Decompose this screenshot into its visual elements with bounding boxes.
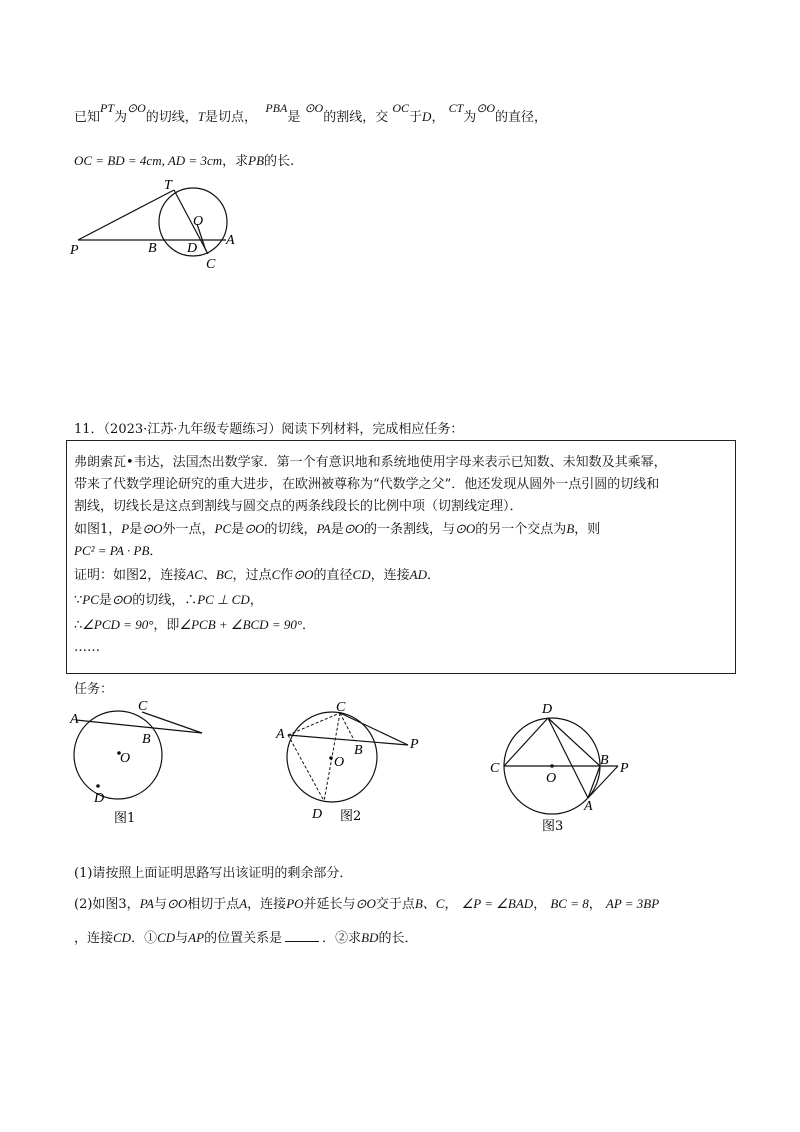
box-para3: 割线，切线长是这点到割线与圆交点的两条线段长的比例中项（切割线定理）． (74, 499, 523, 514)
box-proof-line1: 证明：如图2，连接AC、BC，过点C作⊙O的直径CD，连接AD． (74, 567, 440, 583)
fig1-label-a: A (70, 712, 79, 727)
given-equation: OC = BD = 4cm, AD = 3cm (74, 153, 223, 168)
fig3-label-c: C (490, 761, 500, 776)
math-pt: PT (100, 101, 115, 115)
problem11-header: 11．（2023·江苏·九年级专题练习）阅读下列材料，完成相应任务： (74, 422, 464, 437)
problem10-figure (60, 172, 260, 272)
fig3-ap-tangent (588, 766, 618, 798)
fig2-center-dot (329, 756, 333, 760)
fig3-label-b: B (600, 753, 609, 768)
fig3-label-a: A (584, 799, 593, 814)
answer-blank[interactable] (285, 941, 319, 942)
task-label: 任务： (74, 682, 114, 697)
label-t: T (164, 178, 172, 193)
fig1-label-o: O (120, 751, 131, 766)
theorem-equation: PC² = PA · PB (74, 543, 150, 558)
fig3-center-dot (550, 764, 554, 768)
box-para5: PC² = PA · PB． (74, 543, 163, 559)
fig3-ab (588, 766, 600, 798)
fig3-label-o: O (546, 771, 557, 786)
fig1-label-d: D (94, 791, 105, 806)
fig2-caption: 图2 (340, 809, 362, 824)
fig3-db (548, 718, 600, 766)
fig1-caption: 图1 (114, 811, 136, 826)
problem-number: 11． (74, 422, 104, 437)
box-proof-line2: ∵PC是⊙O的切线，∴PC ⊥ CD， (74, 592, 263, 608)
box-para2: 带来了代数学理论研究的重大进步，在欧洲被尊称为“代数学之父”．他还发现从圆外一点引圆的切线和 (74, 477, 660, 492)
question-2-line1: (2)如图3，PA与⊙O相切于点A，连接PO并延长与⊙O交于点B、C， ∠P = ∠BAD， BC = 8， AP = 3BP (74, 896, 660, 912)
fig2-label-d: D (312, 807, 323, 822)
problem10-line2: OC = BD = 4cm, AD = 3cm，求PB的长. (74, 153, 295, 169)
fig3-label-d: D (542, 702, 553, 717)
label-a: A (226, 233, 235, 248)
problem-source: （2023·江苏·九年级专题练习） (103, 422, 282, 437)
label-o: O (193, 214, 204, 229)
figure-3 (484, 696, 644, 836)
label-d: D (187, 241, 198, 256)
box-para4: 如图1，P是⊙O外一点，PC是⊙O的切线，PA是⊙O的一条割线，与⊙O的另一个交点为B，则 (74, 521, 601, 537)
box-proof-line3: ∴∠PCD = 90°，即∠PCB + ∠BCD = 90°． (74, 617, 316, 633)
label-c: C (206, 257, 216, 272)
question-2-line2: ，连接CD．①CD与AP的位置关系是 ．②求BD的长． (74, 930, 418, 946)
label-b: B (148, 241, 157, 256)
fig1-label-c: C (138, 699, 148, 714)
fig3-label-p: P (620, 761, 629, 776)
fig1-label-b: B (142, 732, 151, 747)
question-1: (1)请按照上面证明思路写出该证明的剩余部分． (74, 866, 353, 881)
label-p: P (70, 243, 79, 258)
fig1-d-dot (96, 784, 100, 788)
box-para1: 弗朗索瓦•韦达，法国杰出数学家．第一个有意识地和系统地使用字母来表示已知数、未知数及其乘幂， (74, 455, 667, 470)
fig2-ad-dashed (288, 735, 324, 801)
figure-2 (268, 700, 428, 830)
fig3-da (548, 718, 588, 798)
fig2-label-a: A (276, 727, 285, 742)
fig2-label-p: P (410, 737, 419, 752)
fig2-label-c: C (336, 700, 346, 715)
fig2-label-b: B (354, 743, 363, 758)
fig2-label-o: O (334, 755, 345, 770)
figure-1 (64, 698, 214, 828)
fig3-caption: 图3 (542, 819, 564, 834)
box-ellipsis: …… (74, 640, 100, 655)
problem10-line1: 已知PT为⊙O的切线，T是切点， PBA是 ⊙O的割线，交 OC于D， CT为⊙O的直径， (74, 101, 548, 125)
